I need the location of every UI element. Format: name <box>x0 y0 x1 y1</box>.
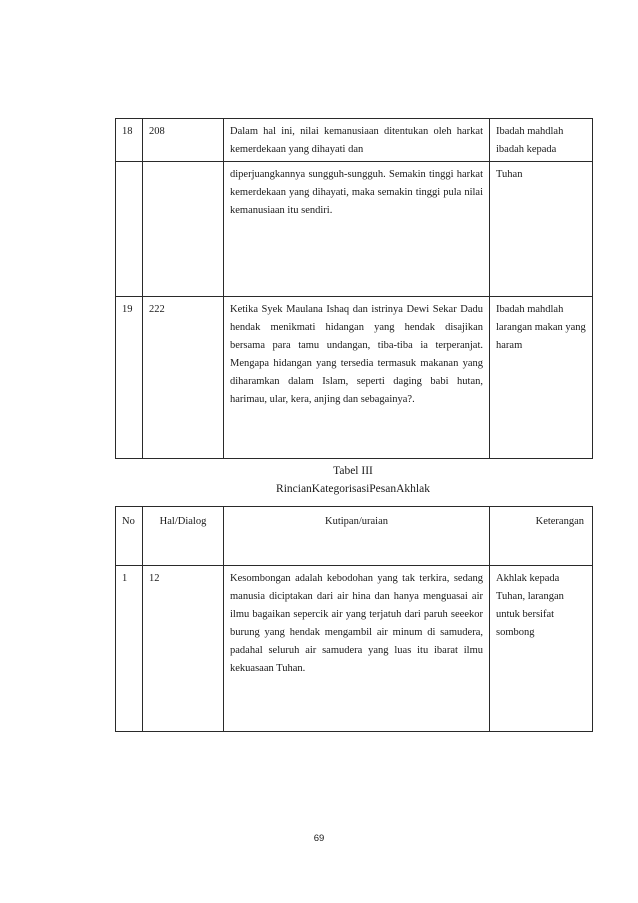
akhlak-table-continuation <box>115 118 593 459</box>
akhlak-category-table <box>115 506 593 732</box>
table-header-row <box>116 507 593 566</box>
header-hal: Hal/Dialog <box>143 507 224 566</box>
row-number: 1 <box>116 566 143 732</box>
table-row <box>116 566 593 732</box>
row-note: Ibadah mahdlah larangan makan yang haram <box>490 297 593 459</box>
row-page: 12 <box>143 566 224 732</box>
row-page: 208 <box>143 119 224 162</box>
row-note: Akhlak kepada Tuhan, larangan untuk bersifat sombong <box>490 566 593 732</box>
row-note: Tuhan <box>490 162 593 297</box>
row-quote: Dalam hal ini, nilai kemanusiaan ditentukan oleh harkat kemerdekaan yang dihayati dan <box>224 119 490 162</box>
row-quote: Ketika Syek Maulana Ishaq dan istrinya Dewi Sekar Dadu hendak menikmati hidangan yang hendak disajikan bersama para tamu undangan, tiba-tiba ia terperanjat. Mengapa hidangan yang tersedia termasuk makanan yang diharamkan dalam Islam, seperti daging babi hutan, harimau, ular, kera, anjing dan sebagainya?. <box>224 297 490 459</box>
row-page: 222 <box>143 297 224 459</box>
table-row <box>116 162 593 297</box>
row-number: 18 <box>116 119 143 162</box>
header-no: No <box>116 507 143 566</box>
row-page <box>143 162 224 297</box>
table-caption-subtitle: RincianKategorisasiPesanAkhlak <box>276 483 430 495</box>
table-row <box>116 119 593 162</box>
page-number: 69 <box>313 833 325 844</box>
table-caption-title: Tabel III <box>333 465 373 477</box>
row-quote: diperjuangkannya sungguh-sungguh. Semakin tinggi harkat kemerdekaan yang dihayati, maka semakin tinggi pula nilai kemanusiaan itu sendiri. <box>224 162 490 297</box>
row-number <box>116 162 143 297</box>
header-keterangan: Keterangan <box>490 507 593 566</box>
row-quote: Kesombongan adalah kebodohan yang tak terkira, sedang manusia diciptakan dari air hina dan hanya menguasai air ilmu bagaikan sepercik air yang terjatuh dari paruh seeekor burung yang hendak mengambil air minum di samudera, padahal seluruh air samudera yang luas itu ibarat ilmu kekuasaan Tuhan. <box>224 566 490 732</box>
header-kutipan: Kutipan/uraian <box>224 507 490 566</box>
table-row <box>116 297 593 459</box>
row-note: Ibadah mahdlah ibadah kepada <box>490 119 593 162</box>
row-number: 19 <box>116 297 143 459</box>
